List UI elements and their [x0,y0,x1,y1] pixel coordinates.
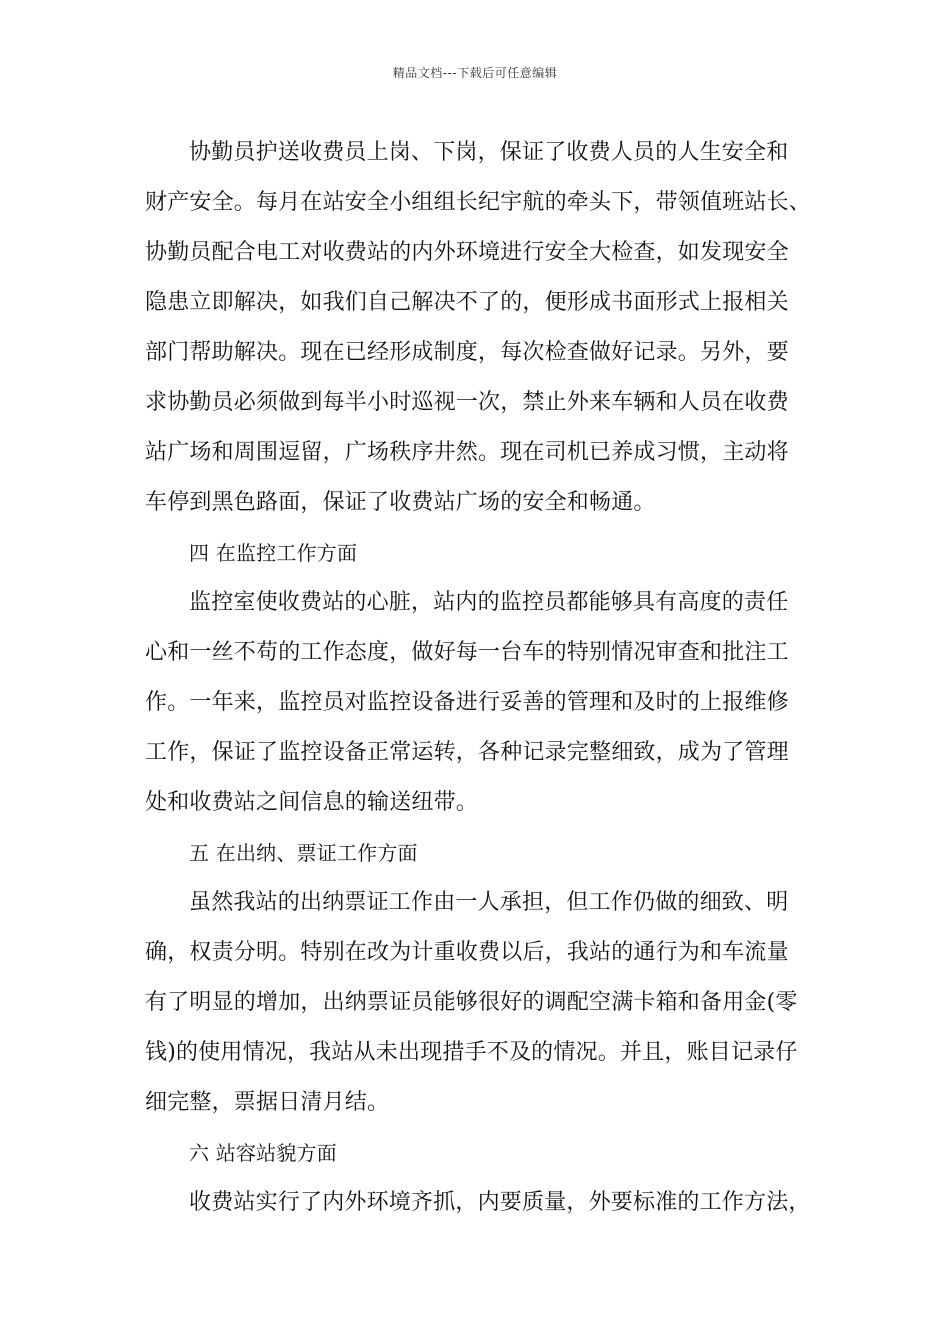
paragraph-line: 监控室使收费站的心脏，站内的监控员都能够具有高度的责任 [189,590,789,615]
paragraph-line: 钱)的使用情况，我站从未出现措手不及的情况。并且，账目记录仔 [145,1040,798,1065]
paragraph-line: 细完整，票据日清月结。 [145,1090,390,1115]
section-heading: 四 在监控工作方面 [189,541,358,565]
paragraph-line: 确，权责分明。特别在改为计重收费以后，我站的通行为和车流量 [145,940,789,965]
paragraph-line: 求协勤员必须做到每半小时巡视一次，禁止外来车辆和人员在收费 [145,390,789,415]
paragraph-line: 部门帮助解决。现在已经形成制度，每次检查做好记录。另外，要 [145,340,789,365]
page-header: 精品文档---下载后可任意编辑 [392,66,558,80]
paragraph-line: 作。一年来，监控员对监控设备进行妥善的管理和及时的上报维修 [145,690,789,715]
paragraph-line: 站广场和周围逗留，广场秩序井然。现在司机已养成习惯，主动将 [145,440,789,465]
paragraph-line: 协勤员配合电工对收费站的内外环境进行安全大检查，如发现安全 [145,240,789,265]
paragraph-line: 处和收费站之间信息的输送纽带。 [145,790,479,815]
paragraph-line: 隐患立即解决，如我们自己解决不了的，便形成书面形式上报相关 [145,290,789,315]
section-heading: 六 站容站貌方面 [189,1141,337,1165]
section-heading: 五 在出纳、票证工作方面 [189,841,418,865]
paragraph-line: 工作，保证了监控设备正常运转，各种记录完整细致，成为了管理 [145,740,789,765]
paragraph-line: 有了明显的增加，出纳票证员能够很好的调配空满卡箱和备用金(零 [145,990,798,1015]
paragraph-line: 收费站实行了内外环境齐抓，内要质量，外要标准的工作方法， [189,1190,811,1215]
paragraph-line: 虽然我站的出纳票证工作由一人承担，但工作仍做的细致、明 [189,890,789,915]
paragraph-line: 心和一丝不苟的工作态度，做好每一台车的特别情况审查和批注工 [145,640,789,665]
document-body [145,133,825,1233]
paragraph-line: 财产安全。每月在站安全小组组长纪宇航的牵头下，带领值班站长、 [145,190,812,215]
paragraph-line: 车停到黑色路面，保证了收费站广场的安全和畅通。 [145,490,656,515]
paragraph-line: 协勤员护送收费员上岗、下岗，保证了收费人员的人生安全和 [189,140,789,165]
